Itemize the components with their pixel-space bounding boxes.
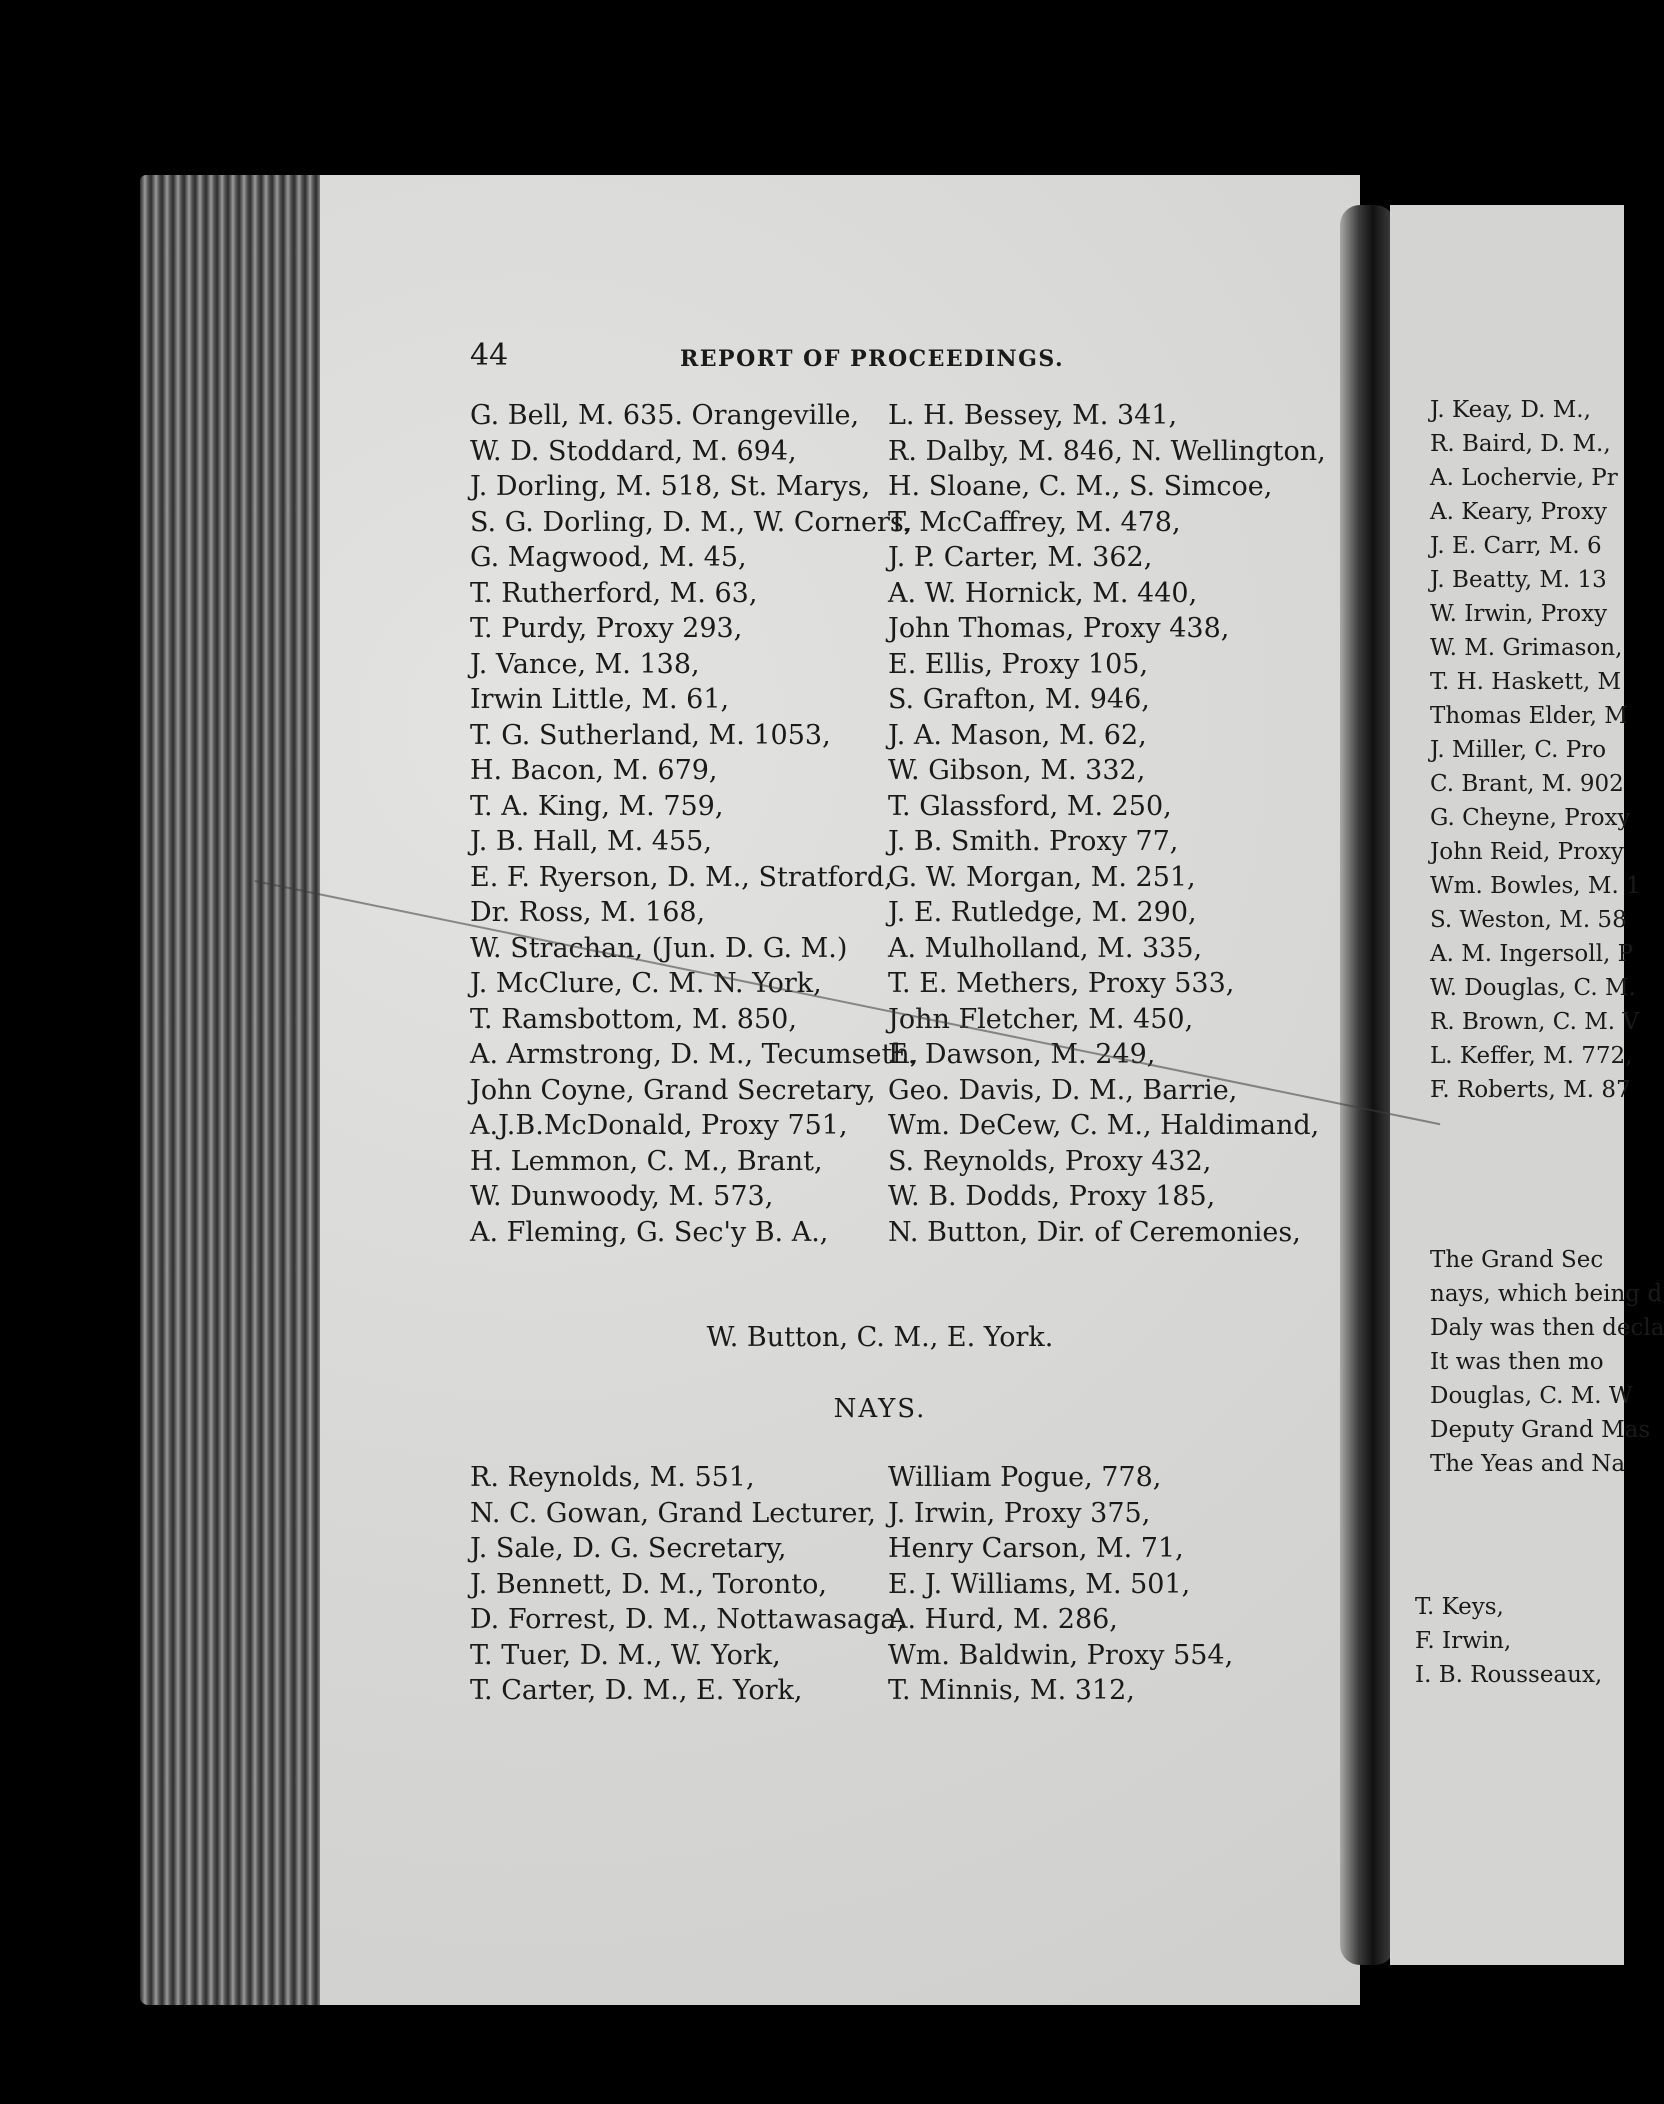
list-item: D. Forrest, D. M., Nottawasaga,	[470, 1604, 906, 1635]
list-item: Wm. Baldwin, Proxy 554,	[888, 1639, 1234, 1671]
list-item: G. W. Morgan, M. 251,	[888, 861, 1196, 893]
list-item: J. E. Carr, M. 6	[1430, 533, 1602, 559]
list-item: A.J.B.McDonald, Proxy 751,	[470, 1110, 848, 1141]
list-item: John Reid, Proxy	[1430, 839, 1624, 865]
list-item: R. Brown, C. M. V	[1430, 1009, 1639, 1035]
text-line: Deputy Grand Mas	[1430, 1417, 1651, 1443]
list-item: W. D. Stoddard, M. 694,	[470, 435, 797, 467]
list-item: J. Vance, M. 138,	[470, 648, 700, 680]
list-item: C. Brant, M. 902	[1430, 771, 1624, 797]
list-item: J. A. Mason, M. 62,	[888, 719, 1147, 751]
list-item: A. Lochervie, Pr	[1430, 465, 1618, 491]
list-item: Henry Carson, M. 71,	[888, 1533, 1184, 1564]
list-item: T. A. King, M. 759,	[470, 790, 724, 822]
list-item: T. G. Sutherland, M. 1053,	[470, 719, 831, 751]
list-item: I. B. Rousseaux,	[1415, 1662, 1603, 1688]
list-item: T. Ramsbottom, M. 850,	[470, 1003, 797, 1035]
list-item: J. McClure, C. M. N. York,	[470, 968, 822, 999]
list-item: L. H. Bessey, M. 341,	[888, 400, 1178, 431]
list-item: T. Tuer, D. M., W. York,	[470, 1639, 781, 1671]
list-item: A. Armstrong, D. M., Tecumseth,	[470, 1039, 919, 1070]
list-item: W. M. Grimason,	[1430, 635, 1623, 661]
yeas-final-line: W. Button, C. M., E. York.	[706, 1322, 1054, 1353]
list-item: A. Hurd, M. 286,	[888, 1604, 1118, 1635]
list-item: J. Sale, D. G. Secretary,	[470, 1533, 787, 1564]
list-item: J. P. Carter, M. 362,	[888, 542, 1153, 573]
list-item: W. Irwin, Proxy	[1430, 601, 1608, 627]
list-item: A. W. Hornick, M. 440,	[888, 577, 1198, 609]
page-header	[470, 338, 1330, 378]
list-item: Irwin Little, M. 61,	[470, 684, 730, 715]
list-item: A. M. Ingersoll, P	[1430, 941, 1634, 967]
list-item: G. Bell, M. 635. Orangeville,	[470, 400, 860, 431]
list-item: J. Irwin, Proxy 375,	[888, 1497, 1151, 1529]
list-item: John Coyne, Grand Secretary,	[470, 1074, 876, 1106]
text-line: The Grand Sec	[1430, 1247, 1604, 1273]
text-line: nays, which being d	[1430, 1281, 1663, 1307]
list-item: T. Keys,	[1415, 1594, 1504, 1620]
nays-left-column	[470, 1460, 905, 1709]
list-item: E. J. Williams, M. 501,	[888, 1568, 1191, 1600]
list-item: Wm. Bowles, M. 1	[1430, 873, 1641, 899]
list-item: Wm. DeCew, C. M., Haldimand,	[888, 1110, 1320, 1141]
list-item: G. Cheyne, Proxy	[1430, 805, 1631, 831]
list-item: E. Ellis, Proxy 105,	[888, 648, 1149, 680]
list-item: S. Grafton, M. 946,	[888, 684, 1150, 715]
list-item: John Fletcher, M. 450,	[888, 1003, 1194, 1035]
list-item: A. Mulholland, M. 335,	[888, 932, 1203, 964]
list-item: Geo. Davis, D. M., Barrie,	[888, 1074, 1238, 1106]
list-item: J. Dorling, M. 518, St. Marys,	[470, 471, 871, 502]
facing-page-list-2	[1415, 1590, 1609, 1692]
list-item: W. Gibson, M. 332,	[888, 755, 1146, 786]
list-item: T. Rutherford, M. 63,	[470, 577, 758, 609]
list-item: H. Sloane, C. M., S. Simcoe,	[888, 471, 1273, 502]
text-line: It was then mo	[1430, 1349, 1604, 1375]
list-item: Thomas Elder, M	[1430, 703, 1628, 729]
list-item: A. Fleming, G. Sec'y B. A.,	[470, 1216, 829, 1248]
text-line: Daly was then decla	[1430, 1315, 1664, 1341]
list-item: S. Weston, M. 58	[1430, 907, 1627, 933]
list-item: J. B. Smith. Proxy 77,	[888, 826, 1179, 857]
list-item: W. Dunwoody, M. 573,	[470, 1181, 774, 1212]
book-gutter	[1340, 205, 1395, 1965]
list-item: R. Dalby, M. 846, N. Wellington,	[888, 435, 1326, 467]
list-item: H. Lemmon, C. M., Brant,	[470, 1145, 823, 1177]
list-item: J. E. Rutledge, M. 290,	[888, 897, 1197, 928]
list-item: N. Button, Dir. of Ceremonies,	[888, 1216, 1301, 1248]
list-item: E. Dawson, M. 249,	[888, 1039, 1156, 1070]
list-item: A. Keary, Proxy	[1430, 499, 1607, 525]
nays-heading: NAYS.	[833, 1394, 927, 1424]
list-item: W. B. Dodds, Proxy 185,	[888, 1181, 1216, 1212]
running-head: REPORT OF PROCEEDINGS.	[680, 346, 1065, 372]
list-item: Dr. Ross, M. 168,	[470, 897, 706, 928]
list-item: N. C. Gowan, Grand Lecturer,	[470, 1497, 877, 1529]
list-item: F. Irwin,	[1415, 1628, 1512, 1654]
yeas-right-column	[888, 398, 1326, 1250]
list-item: T. Carter, D. M., E. York,	[470, 1675, 803, 1706]
list-item: S. Reynolds, Proxy 432,	[888, 1145, 1212, 1177]
list-item: R. Reynolds, M. 551,	[470, 1462, 755, 1493]
list-item: F. Roberts, M. 87	[1430, 1077, 1631, 1103]
list-item: S. G. Dorling, D. M., W. Corners,	[470, 506, 913, 538]
yeas-left-column	[470, 398, 918, 1250]
list-item: J. B. Hall, M. 455,	[470, 826, 712, 857]
list-item: T. Purdy, Proxy 293,	[470, 613, 743, 644]
text-line: Douglas, C. M. W	[1430, 1383, 1633, 1409]
list-item: H. Bacon, M. 679,	[470, 755, 718, 786]
book-page-edges	[140, 175, 325, 2005]
list-item: J. Miller, C. Pro	[1430, 737, 1607, 763]
list-item: W. Strachan, (Jun. D. G. M.)	[470, 932, 848, 964]
list-item: G. Magwood, M. 45,	[470, 542, 747, 573]
list-item: W. Douglas, C. M.	[1430, 975, 1636, 1001]
list-item: John Thomas, Proxy 438,	[888, 613, 1230, 644]
list-item: J. Beatty, M. 13	[1430, 567, 1607, 593]
list-item: J. Bennett, D. M., Toronto,	[470, 1568, 827, 1600]
facing-page-list	[1430, 393, 1641, 1107]
list-item: T. McCaffrey, M. 478,	[888, 506, 1181, 538]
list-item: William Pogue, 778,	[888, 1462, 1162, 1493]
list-item: T. H. Haskett, M	[1430, 669, 1622, 695]
list-item: T. E. Methers, Proxy 533,	[888, 968, 1235, 999]
list-item: L. Keffer, M. 772,	[1430, 1043, 1633, 1069]
page-number: 44	[470, 338, 509, 373]
nays-right-column	[888, 1460, 1233, 1709]
list-item: E. F. Ryerson, D. M., Stratford,	[470, 861, 893, 893]
facing-page-paragraph	[1430, 1243, 1664, 1481]
text-line: The Yeas and Na	[1430, 1451, 1626, 1477]
list-item: T. Glassford, M. 250,	[888, 790, 1172, 822]
list-item: J. Keay, D. M.,	[1430, 397, 1591, 423]
list-item: R. Baird, D. M.,	[1430, 431, 1611, 457]
list-item: T. Minnis, M. 312,	[888, 1675, 1135, 1706]
